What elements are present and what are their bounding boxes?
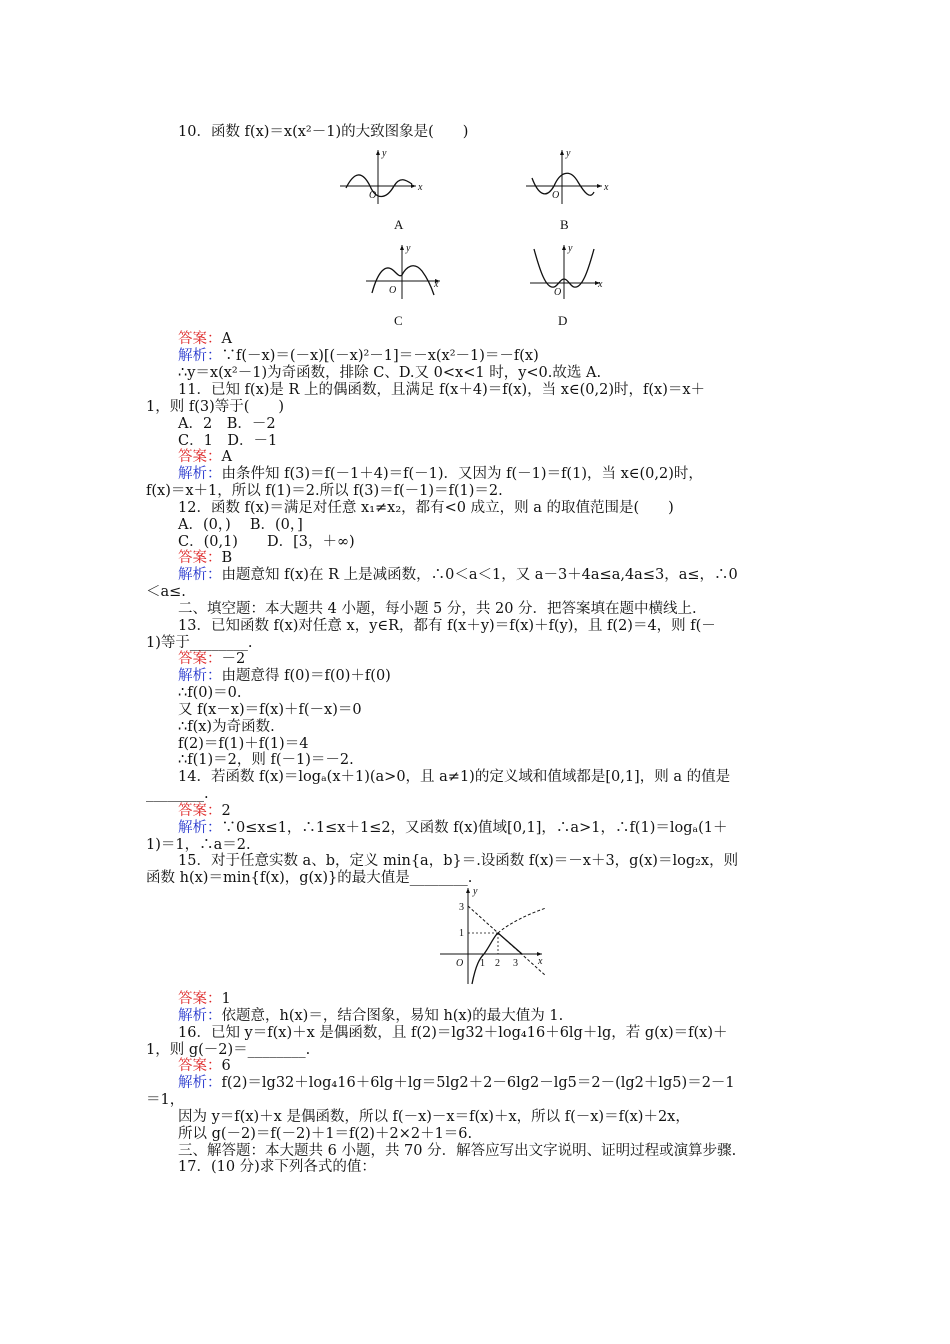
- graph-d-origin: O: [554, 287, 562, 298]
- q10-analysis: 解析：∵f(－x)＝(－x)[(－x)²－1]＝－x(x²－1)＝－f(x): [178, 348, 539, 364]
- q14-analysis-2: 1)＝1，∴a＝2.: [146, 837, 251, 853]
- q15-graph-x-tick-1: 1: [480, 958, 485, 969]
- graph-d-label: D: [558, 313, 568, 328]
- q16-stem-2: 1，则 g(－2)＝________.: [146, 1042, 311, 1058]
- q15-analysis: 解析：依题意，h(x)＝，结合图象，易知 h(x)的最大值为 1.: [178, 1008, 564, 1024]
- section-2-heading: 二、填空题：本大题共 4 小题，每小题 5 分，共 20 分．把答案填在题中横线上.: [178, 601, 697, 617]
- q12-stem: 12．函数 f(x)＝满足对任意 x₁≠x₂，都有<0 成立，则 a 的取值范围是( ): [178, 500, 674, 516]
- q12-analysis-1: 解析：由题意知 f(x)在 R 上是减函数，∴0＜a＜1，又 a－3＋4a≤a,4a≤3，a≤，∴0: [178, 567, 738, 583]
- q15-graph-origin: O: [456, 958, 464, 969]
- graph-c-label: C: [394, 313, 403, 328]
- graph-b: [526, 148, 626, 208]
- q16-answer: 答案：6: [178, 1058, 231, 1074]
- q15-stem-1: 15．对于任意实数 a、b，定义 min{a，b}＝.设函数 f(x)＝－x＋3，g(x)＝log₂x，则: [178, 853, 739, 869]
- graph-c-y-label: y: [406, 243, 411, 254]
- q12-analysis-2: ＜a≤.: [146, 584, 186, 600]
- q14-answer: 答案：2: [178, 803, 231, 819]
- graph-b-origin: O: [552, 190, 560, 201]
- q16-analysis-3: 因为 y＝f(x)＋x 是偶函数，所以 f(－x)－x＝f(x)＋x，所以 f(－x)＝f(x)＋2x，: [178, 1109, 690, 1125]
- graph-b-x-label: x: [604, 182, 609, 193]
- q16-stem-1: 16．已知 y＝f(x)＋x 是偶函数，且 f(2)＝lg32＋log₄16＋6lg＋lg，若 g(x)＝f(x)＋: [178, 1025, 728, 1041]
- graph-b-label: B: [560, 217, 569, 232]
- graph-a-x-label: x: [418, 182, 423, 193]
- graph-a: [340, 148, 440, 208]
- section-3-heading: 三、解答题：本大题共 6 小题，共 70 分．解答应写出文字说明、证明过程或演算步骤.: [178, 1143, 737, 1159]
- q16-analysis-1: 解析：f(2)＝lg32＋log₄16＋6lg＋lg＝5lg2＋2－6lg2－lg5＝2－(lg2＋lg5)＝2－1: [178, 1075, 735, 1091]
- q13-analysis-1: 解析：由题意得 f(0)＝f(0)＋f(0): [178, 668, 391, 684]
- q15-graph-x-tick-2: 2: [495, 958, 500, 969]
- q17-stem: 17．(10 分)求下列各式的值：: [178, 1159, 376, 1175]
- q15-answer: 答案：1: [178, 991, 231, 1007]
- q13-stem-2: 1)等于________.: [146, 635, 253, 651]
- q13-stem-1: 13．已知函数 f(x)对任意 x，y∈R，都有 f(x＋y)＝f(x)＋f(y)，且 f(2)＝4，则 f(－: [178, 618, 716, 634]
- q11-options-2: C．1 D．－1: [178, 433, 278, 449]
- q13-analysis-line: f(2)＝f(1)＋f(1)＝4: [178, 736, 309, 752]
- q15-graph-x-label: x: [538, 956, 543, 967]
- graph-d: [530, 243, 630, 303]
- q11-stem-1: 11．已知 f(x)是 R 上的偶函数，且满足 f(x＋4)＝f(x)，当 x∈(0,2)时，f(x)＝x＋: [178, 382, 706, 398]
- q14-stem-2: ________.: [146, 786, 209, 802]
- q10-answer: 答案：A: [178, 331, 232, 347]
- q14-stem-1: 14．若函数 f(x)＝logₐ(x＋1)(a>0，且 a≠1)的定义域和值域都是[0,1]，则 a 的值是: [178, 769, 731, 785]
- q12-answer: 答案：B: [178, 550, 233, 566]
- graph-a-origin: O: [369, 190, 377, 201]
- q11-stem-2: 1，则 f(3)等于( ): [146, 399, 285, 415]
- graph-a-label: A: [394, 217, 404, 232]
- graph-c-x-label: x: [434, 279, 439, 290]
- q16-analysis-4: 所以 g(－2)＝f(－2)＋1＝f(2)＋2×2＋1＝6.: [178, 1126, 473, 1142]
- graph-b-y-label: y: [566, 148, 571, 159]
- graph-d-y-label: y: [568, 243, 573, 254]
- q15-graph: [438, 884, 558, 988]
- q11-analysis-2: f(x)＝x＋1，所以 f(1)＝2.所以 f(3)＝f(－1)＝f(1)＝2.: [146, 483, 503, 499]
- q12-options-1: A．(0，) B．(0，]: [178, 517, 303, 533]
- q16-analysis-2: ＝1，: [146, 1092, 185, 1108]
- q12-options-2: C．(0,1) D．[3，＋∞): [178, 534, 355, 550]
- q14-analysis-1: 解析：∵0≤x≤1，∴1≤x＋1≤2，又函数 f(x)值域[0,1]，∴a>1，∴f(1)＝logₐ(1＋: [178, 820, 728, 836]
- q10-analysis-2: ∴y＝x(x²－1)为奇函数，排除 C、D.又 0<x<1 时，y<0.故选 A.: [178, 365, 602, 381]
- graph-c-origin: O: [389, 285, 397, 296]
- q15-stem-2: 函数 h(x)＝min{f(x)，g(x)}的最大值是________.: [146, 870, 473, 886]
- q13-answer: 答案：－2: [178, 651, 246, 667]
- q15-graph-y-label: y: [473, 886, 478, 897]
- q13-analysis-line: ∴f(0)＝0.: [178, 685, 242, 701]
- q13-analysis-line: 又 f(x－x)＝f(x)＋f(－x)＝0: [178, 702, 362, 718]
- graph-a-y-label: y: [382, 148, 387, 159]
- q10-stem: 10．函数 f(x)＝x(x²－1)的大致图象是( ): [178, 124, 469, 140]
- graph-d-x-label: x: [598, 279, 603, 290]
- q13-analysis-line: ∴f(1)＝2，则 f(－1)＝－2.: [178, 752, 354, 768]
- q11-answer: 答案：A: [178, 449, 232, 465]
- q15-graph-y-tick-3: 3: [459, 902, 464, 913]
- q13-analysis-line: ∴f(x)为奇函数.: [178, 719, 275, 735]
- q11-analysis-1: 解析：由条件知 f(3)＝f(－1＋4)＝f(－1)．又因为 f(－1)＝f(1)，当 x∈(0,2)时，: [178, 466, 703, 482]
- q15-graph-x-tick-3: 3: [513, 958, 518, 969]
- q11-options-1: A．2 B．－2: [178, 416, 276, 432]
- q15-graph-y-tick-1: 1: [459, 928, 464, 939]
- graph-c: [366, 243, 466, 303]
